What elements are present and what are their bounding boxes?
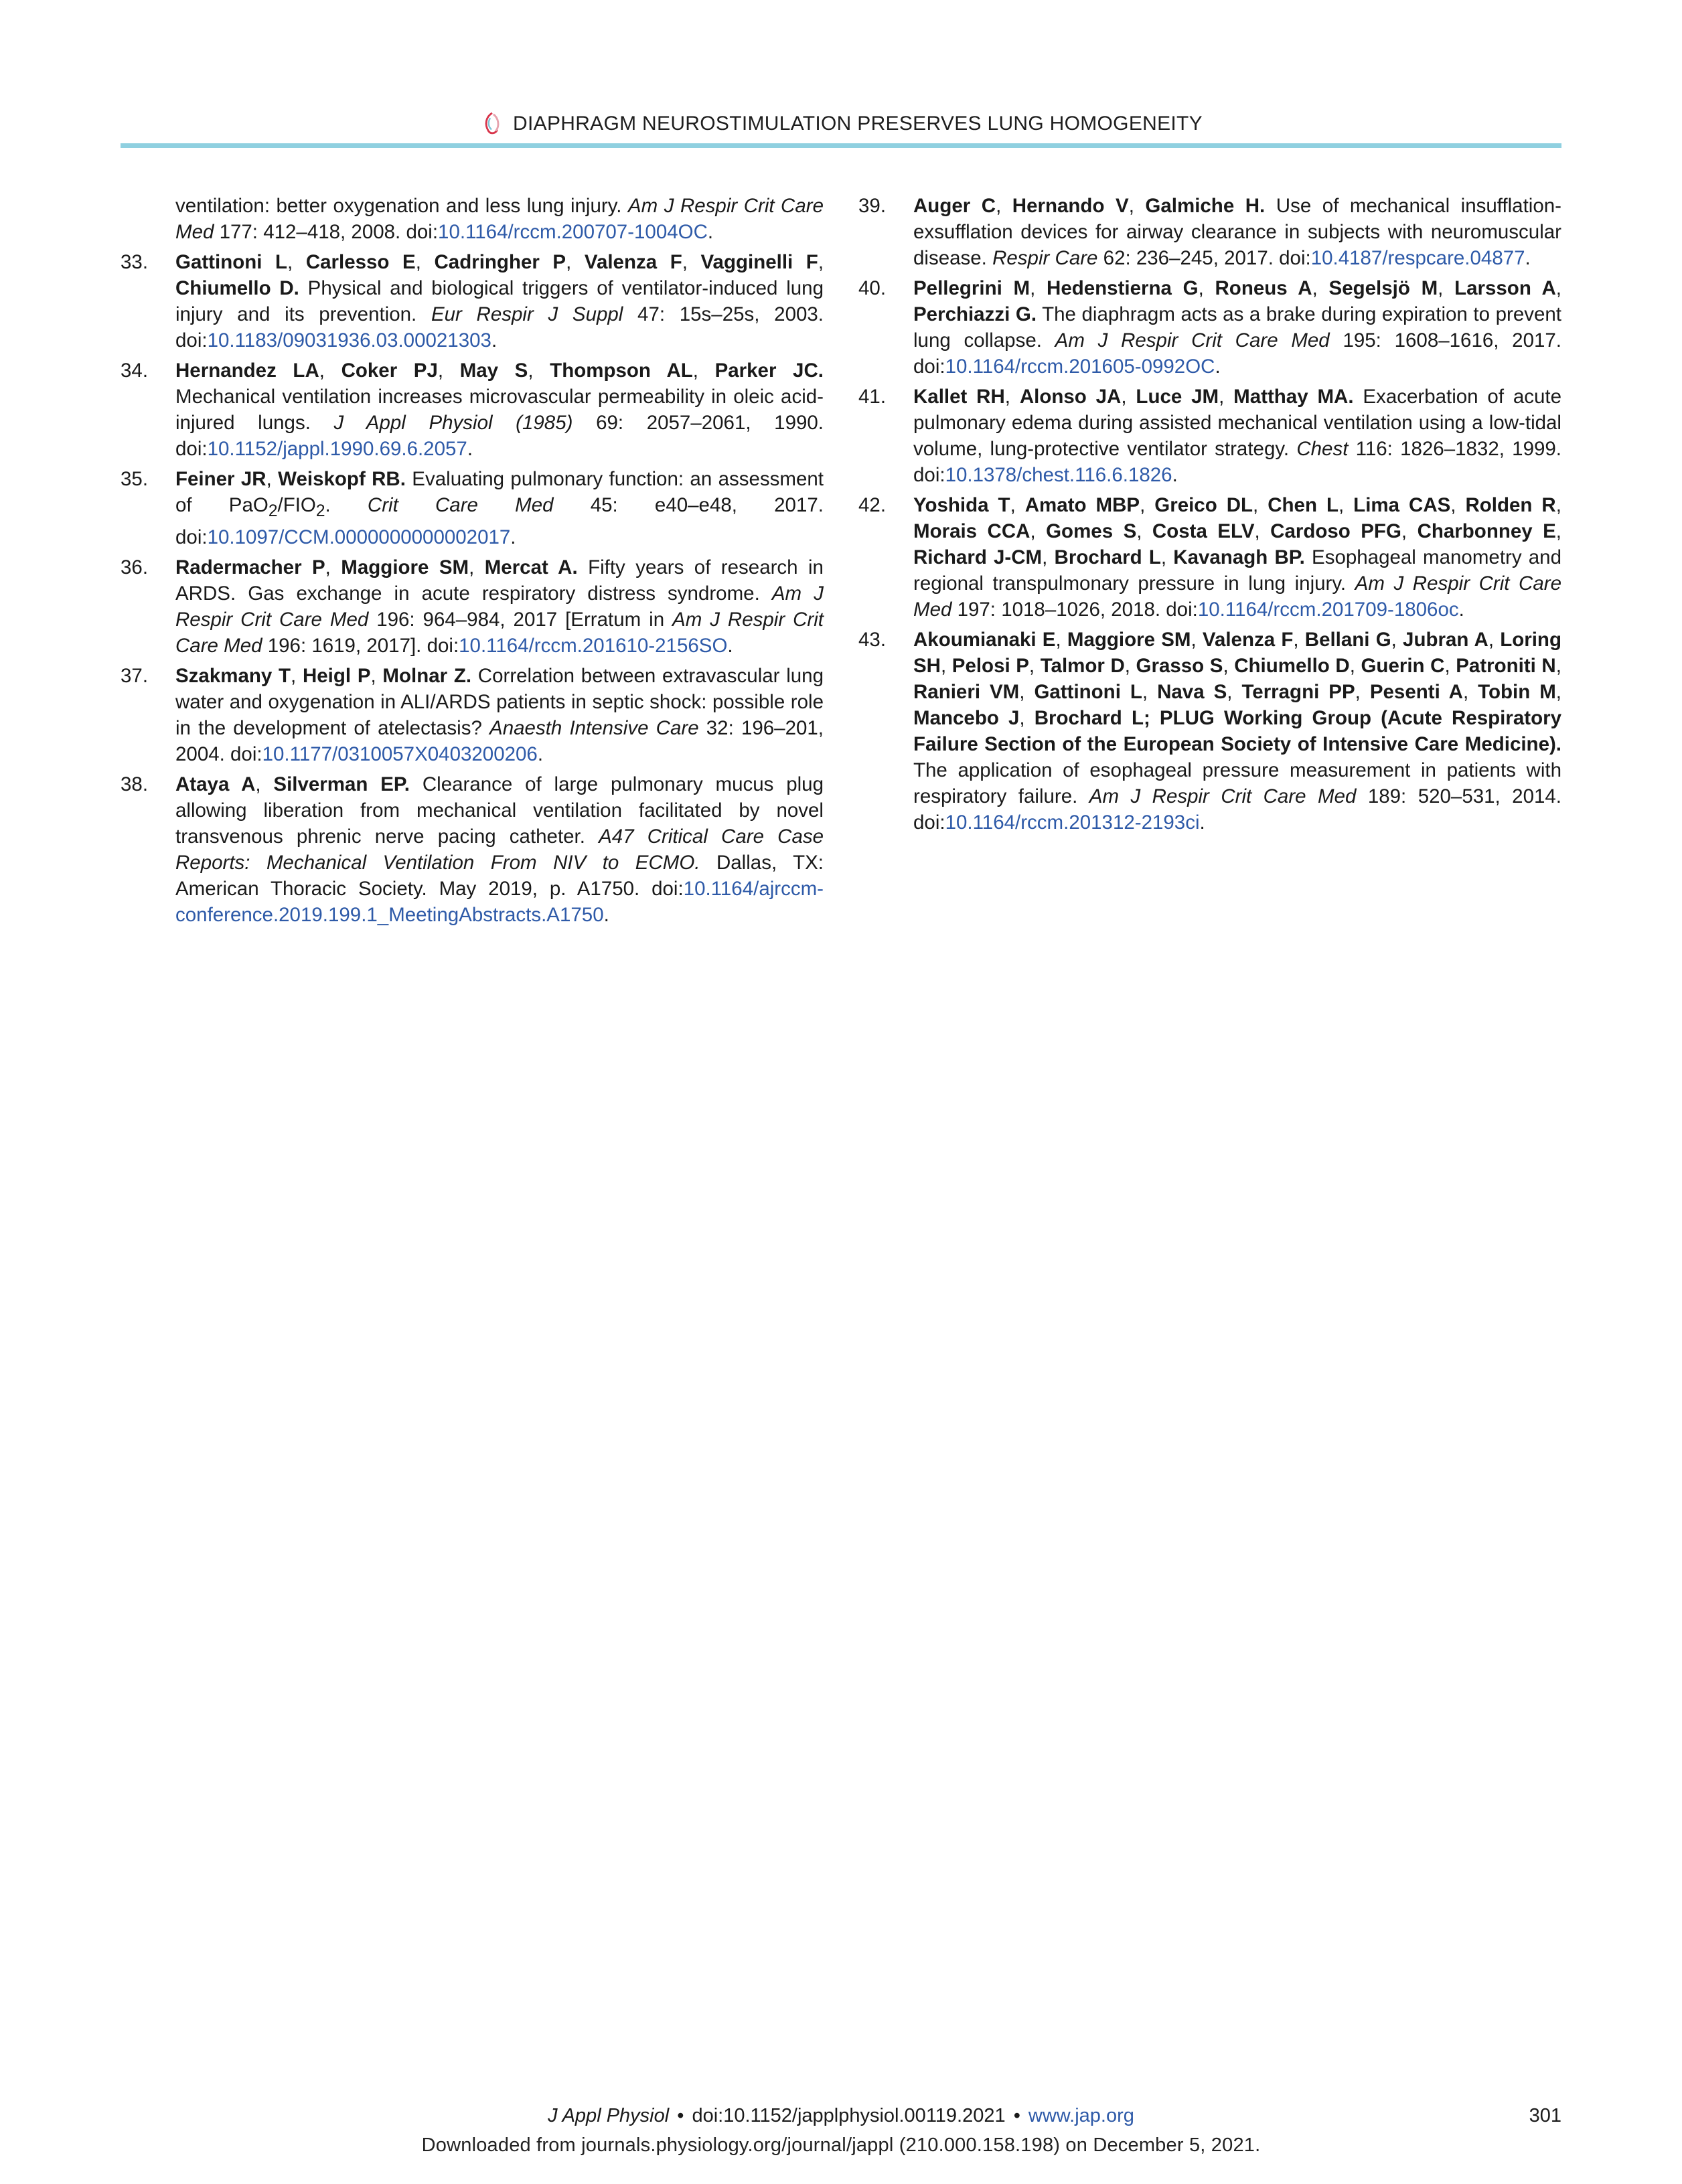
reference-number: 36.	[121, 556, 149, 578]
reference-author: Cardoso PFG	[1270, 520, 1401, 542]
reference-author: Jubran A	[1403, 629, 1488, 651]
reference-text: Fifty years of research in ARDS. Gas exchange in acute respiratory distress syndrome.	[175, 556, 824, 605]
reference-author: Ranieri VM	[913, 681, 1020, 703]
reference-text: /FIO	[277, 494, 316, 516]
reference-author: Patroniti N	[1456, 655, 1556, 677]
reference-text: ,	[940, 655, 952, 677]
footer-doi: doi:10.1152/japplphysiol.00119.2021	[692, 2105, 1006, 2126]
reference-author: Gattinoni L	[1034, 681, 1142, 703]
reference-journal: Am J Respir Crit Care Med	[1055, 329, 1330, 352]
reference-author: Larsson A	[1454, 277, 1556, 299]
running-header	[121, 107, 1561, 141]
reference-number: 43.	[858, 629, 887, 651]
reference-author: Cadringher P	[434, 251, 566, 273]
reference-number: 33.	[121, 251, 149, 273]
reference-number: 40.	[858, 277, 887, 299]
reference-author: Szakmany T	[175, 664, 291, 687]
references-right-column	[858, 193, 1561, 840]
reference-entry	[121, 358, 824, 462]
reference-text: ,	[1254, 520, 1271, 542]
reference-author: Radermacher P	[175, 556, 325, 578]
reference-journal: Am J Respir Crit Care Med	[175, 195, 824, 243]
reference-text: ,	[1191, 629, 1203, 651]
reference-author: Guerin C	[1361, 655, 1445, 677]
reference-text: .	[537, 743, 544, 765]
reference-author: Luce JM	[1136, 386, 1219, 408]
header-title: DIAPHRAGM NEUROSTIMULATION PRESERVES LUNG HOMOGENEITY	[513, 112, 1203, 135]
reference-author: Segelsjö M	[1328, 277, 1438, 299]
reference-author: Tobin M	[1478, 681, 1556, 703]
reference-author: Grasso S	[1136, 655, 1223, 677]
reference-text: Use of mechanical insufflation-exsufflation devices for airway clearance in subjects with neuromuscular disease.	[913, 195, 1561, 269]
reference-text: Correlation between extravascular lung water and oxygenation in ALI/ARDS patients in septic shock: possible role in the development of atelectasis?	[175, 664, 824, 739]
reference-text: ,	[1028, 655, 1041, 677]
reference-author: Greico DL	[1154, 494, 1253, 516]
reference-author: Charbonney E	[1417, 520, 1556, 542]
reference-text: ,	[1555, 277, 1561, 299]
reference-author: Gomes S	[1046, 520, 1137, 542]
footer-bullet: •	[677, 2105, 684, 2126]
reference-author: Chen L	[1268, 494, 1339, 516]
reference-text: 177: 412–418, 2008. doi:	[214, 221, 439, 243]
reference-text: ,	[325, 556, 341, 578]
reference-author: Roneus A	[1215, 277, 1312, 299]
reference-author: Coker PJ	[341, 360, 438, 382]
reference-subscript: 2	[315, 501, 325, 520]
reference-author: Richard J-CM	[913, 546, 1043, 568]
references-left-column	[121, 193, 824, 932]
reference-text: ,	[1160, 546, 1174, 568]
reference-text: .	[727, 634, 733, 657]
reference-author: Feiner JR	[175, 468, 266, 490]
reference-author: Auger C	[913, 195, 996, 217]
reference-author: Amato MBP	[1024, 494, 1140, 516]
reference-journal: Chest	[1296, 438, 1349, 460]
reference-text: 47: 15s–25s, 2003. doi:	[175, 303, 824, 352]
reference-text: ,	[1349, 655, 1361, 677]
reference-author: Matthay MA.	[1233, 386, 1354, 408]
reference-text: ,	[1124, 655, 1136, 677]
reference-text: Dallas, TX: American Thoracic Society. May 2019, p. A1750. doi:	[175, 851, 824, 900]
reference-text: ,	[415, 251, 435, 273]
reference-text: ,	[1555, 494, 1561, 516]
reference-author: Brochard L	[1054, 546, 1161, 568]
reference-author: Mancebo J	[913, 707, 1020, 729]
reference-author: Carlesso E	[305, 251, 416, 273]
reference-text: .	[510, 526, 516, 548]
reference-author: Rolden R	[1465, 494, 1556, 516]
reference-subscript: 2	[268, 501, 278, 520]
reference-number: 37.	[121, 664, 149, 687]
reference-number: 35.	[121, 468, 149, 490]
download-notice: Downloaded from journals.physiology.org/journal/jappl (210.000.158.198) on December 5, 2021.	[421, 2134, 1261, 2156]
reference-author: Hedenstierna G	[1047, 277, 1199, 299]
reference-text: The application of esophageal pressure measurement in patients with respiratory failure.	[913, 759, 1561, 807]
reference-entry	[858, 384, 1561, 488]
reference-doi-link[interactable]: 10.1378/chest.116.6.1826	[945, 464, 1172, 486]
reference-text: ,	[528, 360, 550, 382]
footer-journal: J Appl Physiol	[548, 2105, 670, 2126]
reference-author: Nava S	[1157, 681, 1227, 703]
reference-text: ,	[1004, 386, 1020, 408]
reference-entry	[121, 663, 824, 767]
reference-text: .	[1172, 464, 1178, 486]
reference-text: .	[1458, 599, 1464, 621]
reference-author: Costa ELV	[1152, 520, 1255, 542]
reference-author: Kavanagh BP.	[1173, 546, 1305, 568]
reference-author: Alonso JA	[1019, 386, 1122, 408]
reference-text: ,	[1055, 629, 1067, 651]
reference-doi-link[interactable]: 10.1164/rccm.201709-1806oc	[1197, 599, 1459, 621]
reference-doi-link[interactable]: 10.4187/respcare.04877	[1310, 247, 1525, 269]
page-footer	[121, 2102, 1561, 2129]
reference-author: Molnar Z.	[382, 664, 472, 687]
reference-author: Terragni PP	[1241, 681, 1355, 703]
reference-text: ,	[1128, 195, 1146, 217]
reference-author: Weiskopf RB.	[278, 468, 406, 490]
reference-text: ,	[1121, 386, 1136, 408]
reference-text: .	[325, 494, 368, 516]
reference-text: ,	[1293, 629, 1305, 651]
reference-author: Ataya A	[175, 773, 256, 795]
reference-text: ,	[1030, 520, 1047, 542]
reference-text: ,	[1391, 629, 1403, 651]
reference-entry	[121, 771, 824, 928]
reference-author: May S	[459, 360, 528, 382]
reference-text: ,	[1010, 494, 1025, 516]
reference-entry	[858, 627, 1561, 836]
reference-doi-link[interactable]: 10.1164/ajrccm-conference.2019.199.1_MeetingAbstracts.A1750	[175, 877, 824, 926]
reference-text: ,	[1555, 520, 1561, 542]
reference-author: Gattinoni L	[175, 251, 288, 273]
reference-doi-link[interactable]: 10.1164/rccm.201605-0992OC	[945, 356, 1215, 378]
reference-author: Pesenti A	[1369, 681, 1463, 703]
reference-author: Perchiazzi G.	[913, 303, 1037, 325]
reference-author: Thompson AL	[550, 360, 693, 382]
reference-text: ,	[1136, 520, 1152, 542]
reference-doi-link[interactable]: 10.1183/09031936.03.00021303	[207, 329, 491, 352]
reference-text: ,	[370, 664, 383, 687]
reference-text: ,	[682, 251, 701, 273]
reference-text: 195: 1608–1616, 2017. doi:	[913, 329, 1561, 378]
reference-author: Chiumello D	[1234, 655, 1350, 677]
reference-text: Physical and biological triggers of ventilator-induced lung injury and its prevention.	[175, 277, 824, 325]
reference-text: ,	[818, 251, 824, 273]
reference-text: ,	[469, 556, 485, 578]
reference-text: .	[1199, 811, 1205, 834]
reference-text: .	[467, 438, 473, 460]
reference-doi-link[interactable]: 10.1164/rccm.201312-2193ci	[945, 811, 1200, 834]
reference-doi-link[interactable]: 10.1177/0310057X0403200206	[262, 743, 538, 765]
reference-text: ,	[1142, 681, 1158, 703]
reference-journal: Am J Respir Crit Care Med	[1089, 785, 1357, 807]
reference-text: 116: 1826–1832, 1999. doi:	[913, 438, 1561, 486]
reference-text: .	[707, 221, 714, 243]
reference-text: 69: 2057–2061, 1990. doi:	[175, 412, 824, 460]
reference-author: Pelosi P	[951, 655, 1029, 677]
reference-author: Loring SH	[913, 629, 1561, 677]
reference-text: ,	[1488, 629, 1501, 651]
reference-text: .	[1525, 247, 1531, 269]
reference-text: .	[603, 903, 609, 926]
reference-text: ,	[1450, 494, 1466, 516]
reference-text: ,	[1019, 707, 1035, 729]
reference-text: ,	[1555, 681, 1561, 703]
reference-journal: Anaesth Intensive Care	[489, 716, 699, 739]
reference-text: ,	[1312, 277, 1329, 299]
reference-journal: Am J Respir Crit Care Med	[175, 608, 824, 657]
reference-author: Pellegrini M	[913, 277, 1030, 299]
reference-journal: Am J Respir Crit Care Med	[913, 572, 1561, 621]
reference-number: 38.	[121, 773, 149, 795]
reference-text: ,	[1227, 681, 1242, 703]
reference-author: Yoshida T	[913, 494, 1010, 516]
reference-text: ,	[1223, 655, 1235, 677]
reference-text: ,	[1030, 277, 1047, 299]
reference-author: Lima CAS	[1353, 494, 1451, 516]
reference-text: ,	[996, 195, 1012, 217]
reference-doi-link[interactable]: 10.1164/rccm.201610-2156SO	[459, 634, 728, 657]
reference-text: ,	[1462, 681, 1478, 703]
reference-journal: Am J Respir Crit Care Med	[175, 582, 824, 631]
reference-author: Akoumianaki E	[913, 629, 1056, 651]
reference-text: ,	[291, 664, 303, 687]
reference-author: Galmiche H.	[1145, 195, 1266, 217]
header-rule	[121, 143, 1561, 148]
reference-text: ,	[266, 468, 279, 490]
reference-author: Chiumello D.	[175, 277, 299, 299]
reference-doi-link[interactable]: 10.1097/CCM.0000000000002017	[207, 526, 511, 548]
reference-text: ,	[1438, 277, 1455, 299]
reference-text: 62: 236–245, 2017. doi:	[1097, 247, 1311, 269]
reference-text: ,	[1140, 494, 1155, 516]
reference-entry	[858, 275, 1561, 380]
reference-text: The diaphragm acts as a brake during expiration to prevent lung collapse.	[913, 303, 1561, 352]
reference-text: 45: e40–e48, 2017. doi:	[175, 494, 824, 548]
reference-author: Maggiore SM	[1067, 629, 1191, 651]
reference-text: ,	[287, 251, 306, 273]
reference-text: ,	[1401, 520, 1418, 542]
reference-text: ,	[1338, 494, 1354, 516]
reference-number: 34.	[121, 360, 149, 382]
reference-number: 42.	[858, 494, 887, 516]
reference-text: Mechanical ventilation increases microvascular permeability in oleic acid-injured lungs.	[175, 386, 824, 434]
reference-text: Evaluating pulmonary function: an assessment of PaO	[175, 468, 824, 516]
reference-author: Brochard L; PLUG Working Group (Acute Respiratory Failure Section of the European Society of Intensive Care Medicine).	[913, 707, 1561, 755]
reference-journal: J Appl Physiol (1985)	[333, 412, 573, 434]
reference-text: Esophageal manometry and regional transpulmonary pressure in lung injury.	[913, 546, 1561, 595]
reference-text: .	[491, 329, 498, 352]
journal-logo-icon	[479, 110, 505, 136]
reference-entry	[121, 554, 824, 659]
reference-author: Silverman EP.	[273, 773, 410, 795]
reference-author: Mercat A.	[484, 556, 578, 578]
reference-text: ,	[255, 773, 274, 795]
reference-text: ,	[1198, 277, 1215, 299]
reference-author: Maggiore SM	[341, 556, 469, 578]
reference-text: ,	[1355, 681, 1370, 703]
reference-text: 32: 196–201, 2004. doi:	[175, 716, 824, 765]
reference-doi-link[interactable]: 10.1164/rccm.200707-1004OC	[438, 221, 708, 243]
reference-author: Heigl P	[302, 664, 371, 687]
reference-author: Kallet RH	[913, 386, 1005, 408]
reference-entry	[858, 193, 1561, 271]
reference-text: ,	[437, 360, 460, 382]
reference-text: ,	[1219, 386, 1234, 408]
reference-text: ,	[1019, 681, 1035, 703]
reference-journal: Crit Care Med	[367, 494, 554, 516]
reference-author: Hernando V	[1012, 195, 1129, 217]
reference-text: Exacerbation of acute pulmonary edema during assisted mechanical ventilation using a low-tidal volume, lung-protective ventilator strategy.	[913, 386, 1562, 460]
reference-text: Clearance of large pulmonary mucus plug allowing liberation from mechanical ventilation facilitated by novel transvenous phrenic nerve pacing catheter.	[175, 773, 824, 848]
reference-journal: A47 Critical Care Case Reports: Mechanical Ventilation From NIV to ECMO.	[175, 825, 824, 874]
reference-journal: Eur Respir J Suppl	[431, 303, 623, 325]
reference-journal: Respir Care	[992, 247, 1098, 269]
footer-bullet-2: •	[1013, 2105, 1020, 2126]
reference-text: ,	[1444, 655, 1456, 677]
reference-entry	[121, 466, 824, 550]
reference-text: 196: 1619, 2017]. doi:	[262, 634, 459, 657]
reference-author: Bellani G	[1304, 629, 1391, 651]
reference-text: ventilation: better oxygenation and less lung injury.	[175, 195, 628, 217]
reference-number: 41.	[858, 386, 887, 408]
reference-text: ,	[1253, 494, 1268, 516]
reference-text: ,	[319, 360, 341, 382]
reference-entry	[121, 193, 824, 245]
reference-text: ,	[692, 360, 715, 382]
reference-author: Hernandez LA	[175, 360, 319, 382]
reference-number: 39.	[858, 195, 887, 217]
reference-text: 196: 964–984, 2017 [Erratum in	[368, 608, 673, 631]
reference-entry	[121, 249, 824, 354]
reference-entry	[858, 492, 1561, 623]
reference-doi-link[interactable]: 10.1152/jappl.1990.69.6.2057	[207, 438, 467, 460]
reference-author: Morais CCA	[913, 520, 1030, 542]
reference-text: 189: 520–531, 2014. doi:	[913, 785, 1561, 834]
reference-text: 197: 1018–1026, 2018. doi:	[951, 599, 1198, 621]
reference-author: Valenza F	[584, 251, 682, 273]
reference-text: ,	[1042, 546, 1055, 568]
reference-author: Parker JC.	[714, 360, 824, 382]
reference-text: .	[1215, 356, 1221, 378]
footer-site-link[interactable]: www.jap.org	[1028, 2105, 1134, 2126]
reference-author: Vagginelli F	[700, 251, 818, 273]
page-number: 301	[1529, 2105, 1561, 2126]
reference-author: Talmor D	[1040, 655, 1125, 677]
reference-text: ,	[566, 251, 585, 273]
reference-text: ,	[1555, 655, 1561, 677]
reference-author: Valenza F	[1202, 629, 1294, 651]
